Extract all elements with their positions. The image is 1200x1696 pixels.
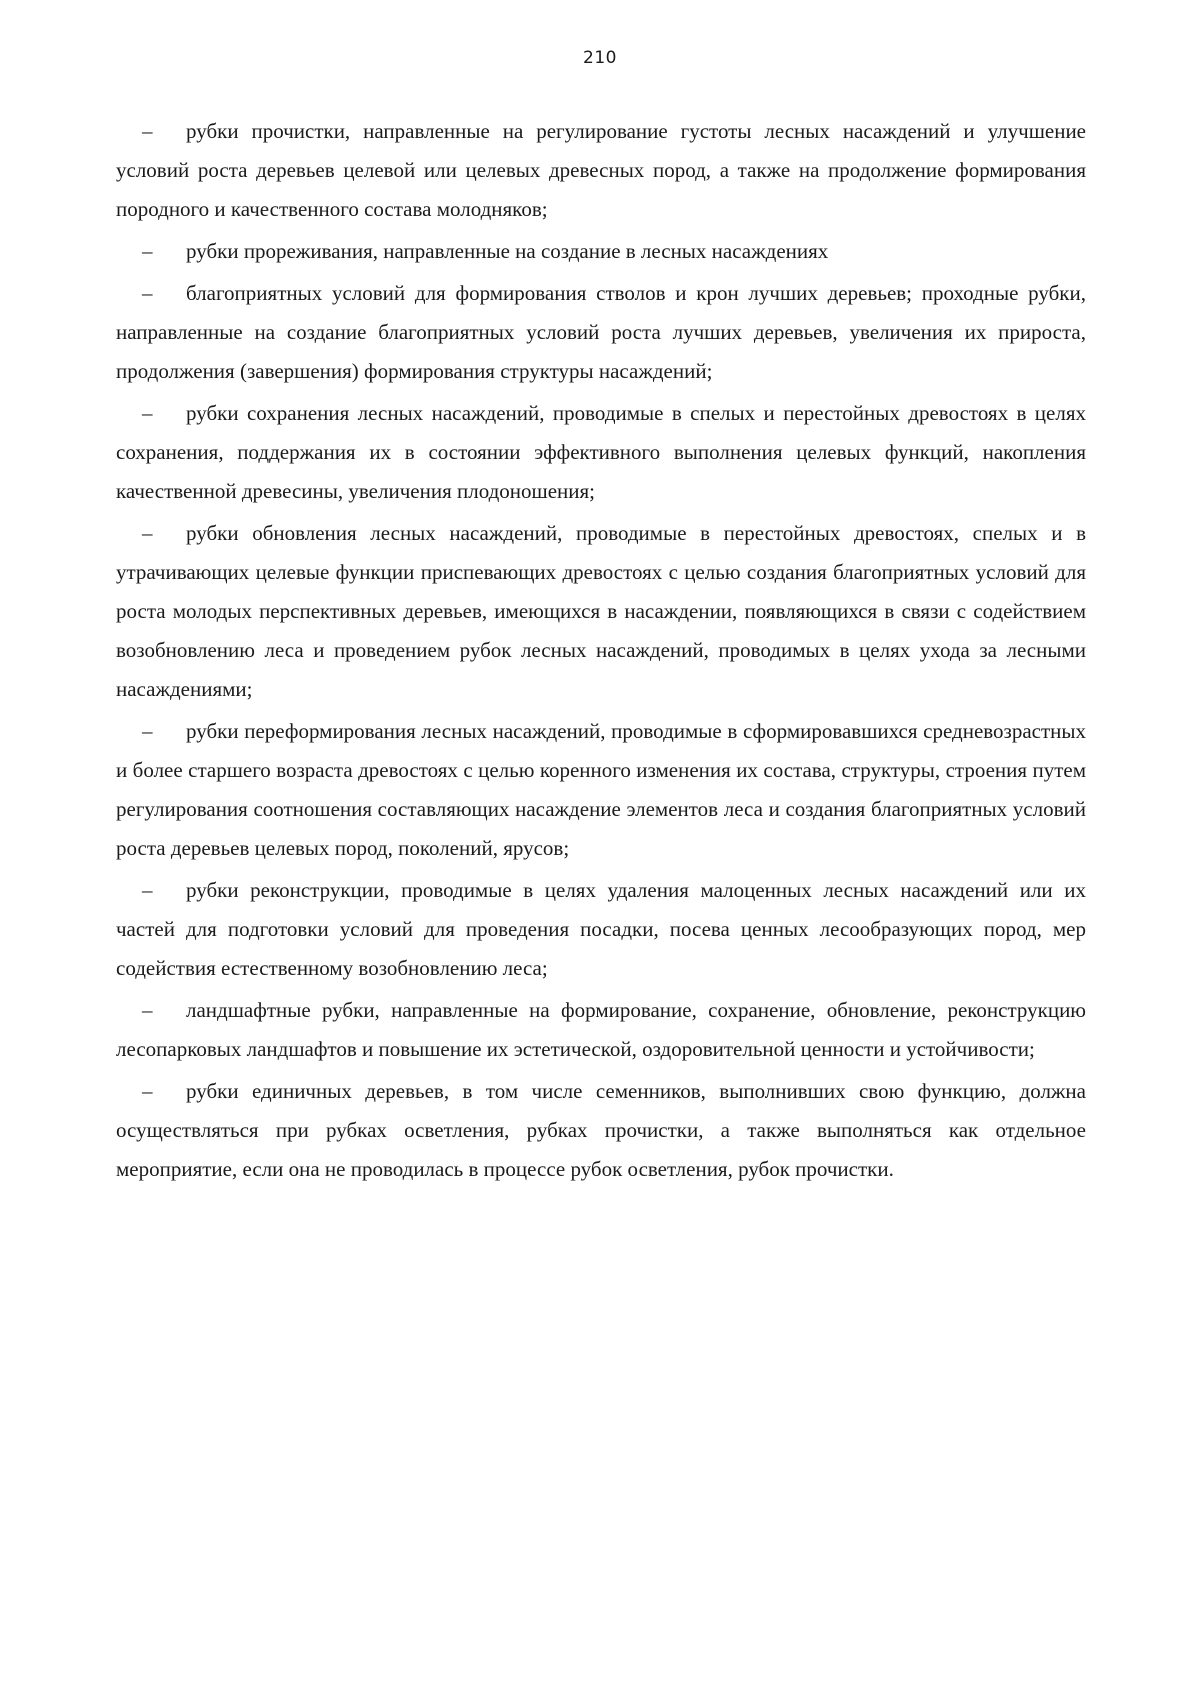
dash-marker: – <box>142 239 153 263</box>
dash-marker: – <box>142 998 153 1022</box>
list-item <box>116 274 1086 391</box>
list-item <box>116 394 1086 511</box>
page-number: 210 <box>583 48 617 68</box>
list-item-text: благоприятных условий для формирования стволов и крон лучших деревьев; проходные рубки, направленные на создание благоприятных условий роста лучших деревьев, увеличения их прироста, продолжения (завершения) формирования структуры насаждений; <box>116 281 1086 383</box>
list-item-text: рубки прореживания, направленные на создание в лесных насаждениях <box>186 239 829 263</box>
list-item-text: рубки переформирования лесных насаждений, проводимые в сформировавшихся средневозрастных и более старшего возраста древостоях с целью коренного изменения их состава, структуры, строения путем регулирования соотношения составляющих насаждение элементов леса и создания благоприятных условий роста деревьев целевых пород, поколений, ярусов; <box>116 719 1086 860</box>
dash-marker: – <box>142 521 153 545</box>
dash-marker: – <box>142 281 153 305</box>
dash-marker: – <box>142 1079 153 1103</box>
list-item <box>116 712 1086 868</box>
list-item <box>116 871 1086 988</box>
list-item <box>116 514 1086 709</box>
list-item-text: рубки обновления лесных насаждений, проводимые в перестойных древостоях, спелых и в утрачивающих целевые функции приспевающих древостоях с целью создания благоприятных условий для роста молодых перспективных деревьев, имеющихся в насаждении, появляющихся в связи с содействием возобновлению леса и проведением рубок лесных насаждений, проводимых в целях ухода за лесными насаждениями; <box>116 521 1086 701</box>
dash-marker: – <box>142 119 153 143</box>
list-item-text: рубки прочистки, направленные на регулирование густоты лесных насаждений и улучшение условий роста деревьев целевой или целевых древесных пород, а также на продолжение формирования породного и качественного состава молодняков; <box>116 119 1086 221</box>
list-item-text: рубки сохранения лесных насаждений, проводимые в спелых и перестойных древостоях в целях сохранения, поддержания их в состоянии эффективного выполнения целевых функций, накопления качественной древесины, увеличения плодоношения; <box>116 401 1086 503</box>
dash-marker: – <box>142 719 153 743</box>
list-item <box>116 112 1086 229</box>
list-item-text: рубки реконструкции, проводимые в целях удаления малоценных лесных насаждений или их частей для подготовки условий для проведения посадки, посева ценных лесообразующих пород, мер содействия естественному возобновлению леса; <box>116 878 1086 980</box>
list-item <box>116 991 1086 1069</box>
body-text <box>116 112 1086 1192</box>
list-item <box>116 1072 1086 1189</box>
dash-marker: – <box>142 878 153 902</box>
list-item-text: рубки единичных деревьев, в том числе семенников, выполнивших свою функцию, должна осуществляться при рубках осветления, рубках прочистки, а также выполняться как отдельное мероприятие, если она не проводилась в процессе рубок осветления, рубок прочистки. <box>116 1079 1086 1181</box>
dash-marker: – <box>142 401 153 425</box>
list-item-text: ландшафтные рубки, направленные на формирование, сохранение, обновление, реконструкцию лесопарковых ландшафтов и повышение их эстетической, оздоровительной ценности и устойчивости; <box>116 998 1086 1061</box>
list-item <box>116 232 1086 271</box>
